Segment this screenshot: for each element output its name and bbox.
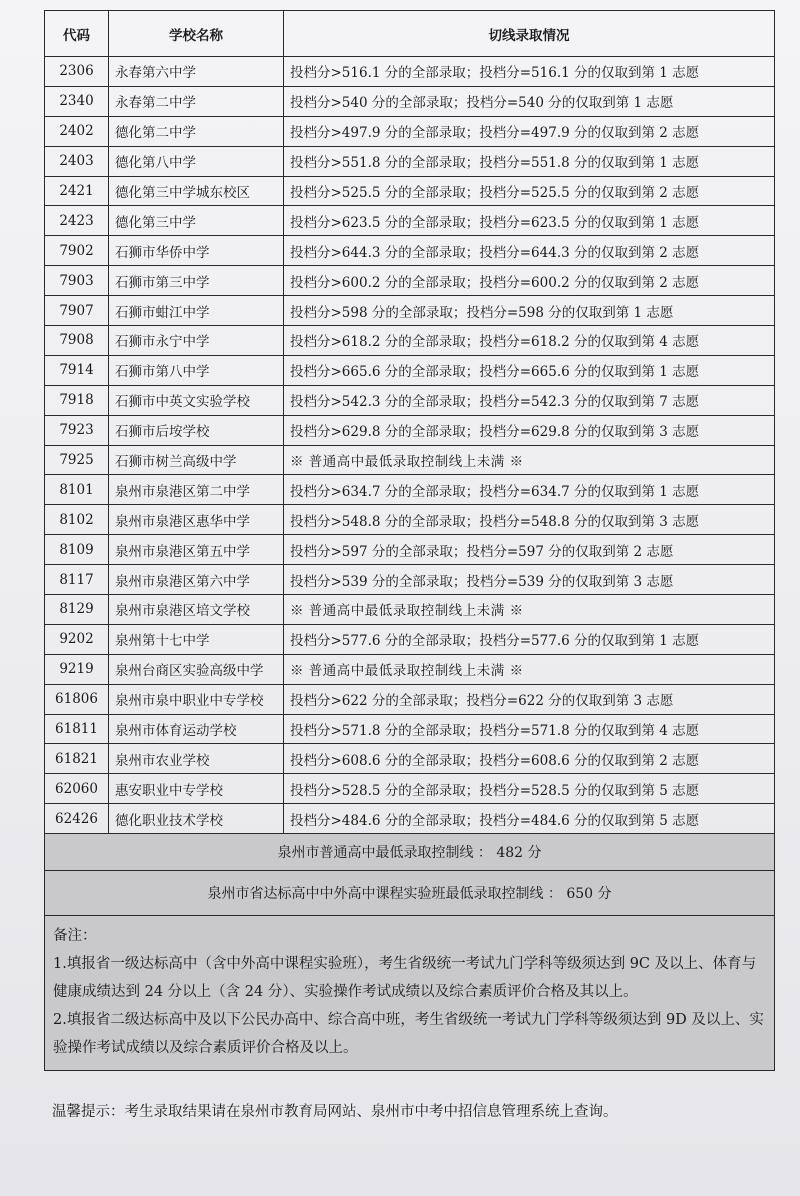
admission-status: ※ 普通高中最低录取控制线上未满 ※ [284,445,775,475]
school-code: 62426 [45,804,109,834]
table-header-row [45,11,775,57]
school-name: 泉州市泉中职业中专学校 [109,684,284,714]
school-code: 2421 [45,176,109,206]
table-row [45,654,775,684]
school-name: 石狮市树兰高级中学 [109,445,284,475]
school-name: 泉州市泉港区第二中学 [109,475,284,505]
school-code: 8109 [45,535,109,565]
school-code: 2402 [45,116,109,146]
table-row [45,355,775,385]
remarks-item-1: 1.填报省一级达标高中（含中外高中课程实验班），考生省级统一考试九门学科等级须达到 9C 及以上、体育与健康成绩达到 24 分以上（含 24 分）、实验操作考试成绩以及综合素质评价合格及其以上。 [53,956,757,1001]
admission-status: 投档分>622 分的全部录取；投档分=622 分的仅取到第 3 志愿 [284,684,775,714]
general-line-row [45,834,775,871]
table-row [45,296,775,326]
header-school: 学校名称 [109,11,284,57]
admission-status: ※ 普通高中最低录取控制线上未满 ※ [284,595,775,625]
remarks-cell [45,916,775,1071]
reminder-text: 温馨提示：考生录取结果请在泉州市教育局网站、泉州市中考中招信息管理系统上查询。 [52,1104,618,1120]
table-row [45,415,775,445]
school-code: 7908 [45,326,109,356]
school-name: 石狮市第八中学 [109,355,284,385]
school-code: 7918 [45,385,109,415]
table-row [45,565,775,595]
admission-status: 投档分>484.6 分的全部录取；投档分=484.6 分的仅取到第 5 志愿 [284,804,775,834]
admission-status: 投档分>528.5 分的全部录取；投档分=528.5 分的仅取到第 5 志愿 [284,774,775,804]
table-row [45,445,775,475]
school-code: 61811 [45,714,109,744]
admission-status: 投档分>608.6 分的全部录取；投档分=608.6 分的仅取到第 2 志愿 [284,744,775,774]
admission-status: 投档分>551.8 分的全部录取；投档分=551.8 分的仅取到第 1 志愿 [284,146,775,176]
school-code: 8129 [45,595,109,625]
experimental-line-text: 泉州市省达标高中中外高中课程实验班最低录取控制线 ： 650 分 [45,871,775,916]
admission-status: 投档分>600.2 分的全部录取；投档分=600.2 分的仅取到第 2 志愿 [284,266,775,296]
school-name: 泉州台商区实验高级中学 [109,654,284,684]
table-row [45,505,775,535]
school-name: 泉州市体育运动学校 [109,714,284,744]
table-row [45,206,775,236]
table-row [45,535,775,565]
admission-table [44,10,775,1071]
school-name: 泉州市农业学校 [109,744,284,774]
school-name: 德化第二中学 [109,116,284,146]
school-name: 泉州市泉港区惠华中学 [109,505,284,535]
school-name: 泉州市泉港区第六中学 [109,565,284,595]
table-row [45,385,775,415]
header-code: 代码 [45,11,109,57]
school-name: 石狮市永宁中学 [109,326,284,356]
school-name: 泉州市泉港区培文学校 [109,595,284,625]
school-code: 7923 [45,415,109,445]
school-code: 8117 [45,565,109,595]
school-code: 7902 [45,236,109,266]
school-name: 石狮市第三中学 [109,266,284,296]
remarks-title: 备注： [53,928,97,945]
experimental-line-row [45,871,775,916]
school-code: 7914 [45,355,109,385]
school-code: 61821 [45,744,109,774]
admission-status: 投档分>577.6 分的全部录取；投档分=577.6 分的仅取到第 1 志愿 [284,624,775,654]
header-status: 切线录取情况 [284,11,775,57]
school-code: 62060 [45,774,109,804]
school-name: 泉州第十七中学 [109,624,284,654]
admission-status: 投档分>629.8 分的全部录取；投档分=629.8 分的仅取到第 3 志愿 [284,415,775,445]
admission-status: 投档分>516.1 分的全部录取；投档分=516.1 分的仅取到第 1 志愿 [284,57,775,87]
admission-status: 投档分>597 分的全部录取；投档分=597 分的仅取到第 2 志愿 [284,535,775,565]
table-row [45,774,775,804]
table-row [45,744,775,774]
school-name: 石狮市华侨中学 [109,236,284,266]
school-name: 永春第二中学 [109,86,284,116]
school-code: 8102 [45,505,109,535]
admission-status: 投档分>571.8 分的全部录取；投档分=571.8 分的仅取到第 4 志愿 [284,714,775,744]
table-row [45,714,775,744]
school-code: 2403 [45,146,109,176]
table-row [45,86,775,116]
school-name: 石狮市后垵学校 [109,415,284,445]
school-name: 石狮市中英文实验学校 [109,385,284,415]
table-row [45,266,775,296]
admission-status: 投档分>623.5 分的全部录取；投档分=623.5 分的仅取到第 1 志愿 [284,206,775,236]
table-row [45,116,775,146]
school-code: 2423 [45,206,109,236]
school-code: 61806 [45,684,109,714]
school-name: 德化第三中学城东校区 [109,176,284,206]
table-row [45,595,775,625]
remarks-row [45,916,775,1071]
school-code: 7903 [45,266,109,296]
general-line-text: 泉州市普通高中最低录取控制线 ： 482 分 [45,834,775,871]
table-row [45,57,775,87]
school-code: 7907 [45,296,109,326]
table-row [45,236,775,266]
table-row [45,146,775,176]
table-row [45,684,775,714]
admission-status: 投档分>542.3 分的全部录取；投档分=542.3 分的仅取到第 7 志愿 [284,385,775,415]
admission-status: 投档分>598 分的全部录取；投档分=598 分的仅取到第 1 志愿 [284,296,775,326]
school-code: 7925 [45,445,109,475]
school-name: 泉州市泉港区第五中学 [109,535,284,565]
table-row [45,326,775,356]
school-code: 9202 [45,624,109,654]
school-code: 8101 [45,475,109,505]
admission-status: 投档分>539 分的全部录取；投档分=539 分的仅取到第 3 志愿 [284,565,775,595]
table-row [45,624,775,654]
admission-status: 投档分>497.9 分的全部录取；投档分=497.9 分的仅取到第 2 志愿 [284,116,775,146]
school-code: 2306 [45,57,109,87]
admission-status: 投档分>548.8 分的全部录取；投档分=548.8 分的仅取到第 3 志愿 [284,505,775,535]
school-code: 2340 [45,86,109,116]
school-name: 德化第三中学 [109,206,284,236]
school-name: 石狮市蚶江中学 [109,296,284,326]
admission-status: ※ 普通高中最低录取控制线上未满 ※ [284,654,775,684]
remarks-item-2: 2.填报省二级达标高中及以下公民办高中、综合高中班，考生省级统一考试九门学科等级须达到 9D 及以上、实验操作考试成绩以及综合素质评价合格及以上。 [53,1012,764,1057]
table-row [45,475,775,505]
admission-status: 投档分>634.7 分的全部录取；投档分=634.7 分的仅取到第 1 志愿 [284,475,775,505]
admission-status: 投档分>665.6 分的全部录取；投档分=665.6 分的仅取到第 1 志愿 [284,355,775,385]
school-name: 惠安职业中专学校 [109,774,284,804]
admission-status: 投档分>618.2 分的全部录取；投档分=618.2 分的仅取到第 4 志愿 [284,326,775,356]
table-row [45,804,775,834]
school-name: 德化第八中学 [109,146,284,176]
admission-status: 投档分>644.3 分的全部录取；投档分=644.3 分的仅取到第 2 志愿 [284,236,775,266]
school-code: 9219 [45,654,109,684]
admission-status: 投档分>525.5 分的全部录取；投档分=525.5 分的仅取到第 2 志愿 [284,176,775,206]
admission-status: 投档分>540 分的全部录取；投档分=540 分的仅取到第 1 志愿 [284,86,775,116]
school-name: 永春第六中学 [109,57,284,87]
school-name: 德化职业技术学校 [109,804,284,834]
table-row [45,176,775,206]
